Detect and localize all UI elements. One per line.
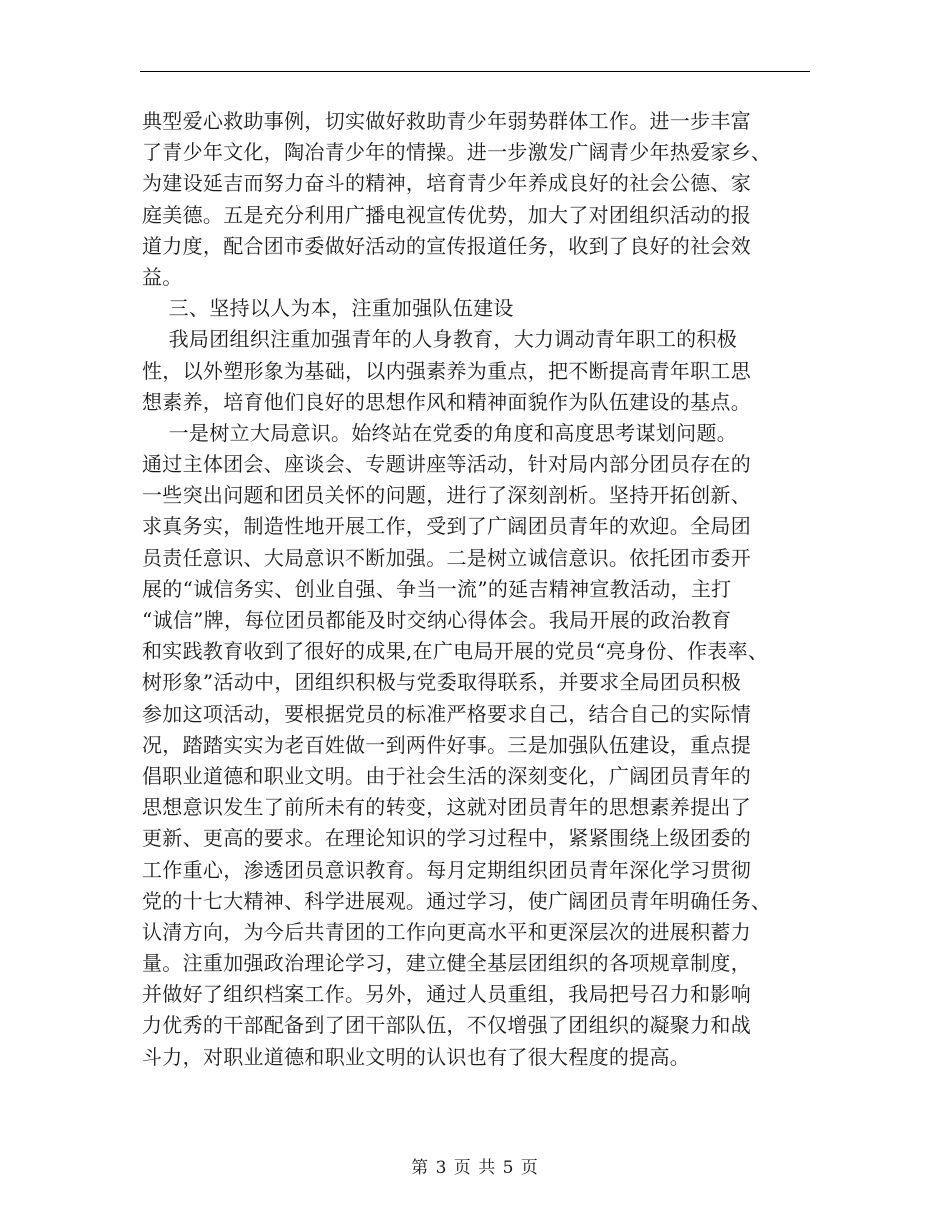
- text-line: 并做好了组织档案工作。另外，通过人员重组，我局把号召力和影响: [142, 982, 751, 1007]
- text-line: 斗力，对职业道德和职业文明的认识也有了很大程度的提高。: [142, 1044, 691, 1069]
- text-line: 道力度，配合团市委做好活动的宣传报道任务，收到了良好的社会效: [142, 233, 751, 258]
- text-line: 和实践教育收到了很好的成果,在广电局开展的党员“亮身份、作表率、: [142, 639, 769, 664]
- text-line: 庭美德。五是充分利用广播电视宣传优势，加大了对团组织活动的报: [142, 202, 751, 227]
- text-line: 通过主体团会、座谈会、专题讲座等活动，针对局内部分团员存在的: [142, 452, 751, 477]
- page-number: 第 3 页 共 5 页: [411, 1158, 539, 1178]
- text-line: 为建设延吉而努力奋斗的精神，培育青少年养成良好的社会公德、家: [142, 171, 751, 196]
- header-rule: [140, 71, 810, 72]
- text-line: 思想意识发生了前所未有的转变，这就对团员青年的思想素养提出了: [142, 795, 751, 820]
- text-line: 求真务实，制造性地开展工作，受到了广阔团员青年的欢迎。全局团: [142, 514, 751, 539]
- text-line: 员责任意识、大局意识不断加强。二是树立诚信意识。依托团市委开: [142, 545, 751, 570]
- text-line: 一是树立大局意识。始终站在党委的角度和高度思考谋划问题。: [142, 420, 738, 445]
- text-line: 了青少年文化，陶冶青少年的情操。进一步激发广阔青少年热爱家乡、: [142, 140, 772, 165]
- text-line: 力优秀的干部配备到了团干部队伍，不仅增强了团组织的凝聚力和战: [142, 1013, 751, 1038]
- text-line: 性，以外塑形象为基础，以内强素养为重点，把不断提高青年职工思: [142, 358, 751, 383]
- text-line: 想素养，培育他们良好的思想作风和精神面貌作为队伍建设的基点。: [142, 389, 751, 414]
- text-line: 倡职业道德和职业文明。由于社会生活的深刻变化，广阔团员青年的: [142, 763, 751, 788]
- text-line: 展的“诚信务实、创业自强、争当一流”的延吉精神宣教活动，主打: [142, 576, 732, 601]
- text-line: 更新、更高的要求。在理论知识的学习过程中，紧紧围绕上级团委的: [142, 826, 751, 851]
- text-line: 一些突出问题和团员关怀的问题，进行了深刻剖析。坚持开拓创新、: [142, 483, 751, 508]
- text-line: 工作重心，渗透团员意识教育。每月定期组织团员青年深化学习贯彻: [142, 857, 751, 882]
- text-line: “诚信”牌，每位团员都能及时交纳心得体会。我局开展的政治教育: [142, 608, 732, 632]
- document-body: [142, 106, 812, 1073]
- section-heading: 三、坚持以人为本，注重加强队伍建设: [142, 296, 514, 321]
- text-line: 典型爱心救助事例，切实做好救助青少年弱势群体工作。进一步丰富: [142, 109, 751, 133]
- text-line: 参加这项活动，要根据党员的标准严格要求自己，结合自己的实际情: [142, 701, 751, 726]
- text-line: 况，踏踏实实为老百姓做一到两件好事。三是加强队伍建设，重点提: [142, 732, 751, 757]
- text-line: 认清方向，为今后共青团的工作向更高水平和更深层次的进展积蓄力: [142, 919, 751, 944]
- text-line: 党的十七大精神、科学进展观。通过学习，使广阔团员青年明确任务、: [142, 888, 772, 913]
- text-line: 树形象”活动中，团组织积极与党委取得联系，并要求全局团员积极: [142, 670, 742, 695]
- text-line: 益。: [142, 264, 183, 289]
- text-line: 量。注重加强政治理论学习，建立健全基层团组织的各项规章制度，: [142, 951, 751, 976]
- text-line: 我局团组织注重加强青年的人身教育，大力调动青年职工的积极: [142, 327, 738, 352]
